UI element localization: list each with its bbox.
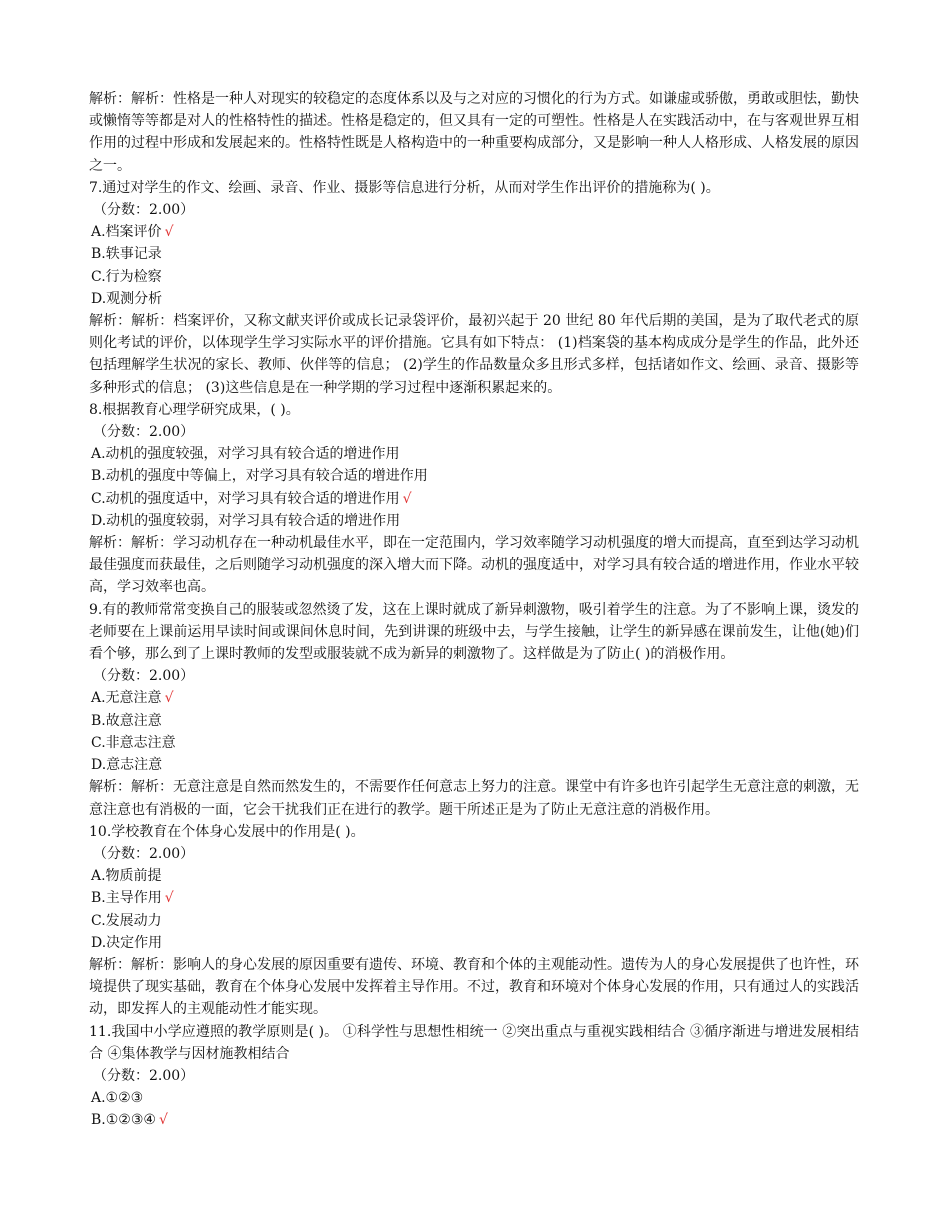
correct-check-icon: √ xyxy=(164,224,174,241)
answer-option xyxy=(89,732,859,754)
answer-option xyxy=(89,443,859,465)
option-label: C.非意志注意 xyxy=(91,734,176,751)
answer-option xyxy=(89,221,859,243)
answer-option xyxy=(89,243,859,265)
option-label: B.①②③④ xyxy=(91,1112,156,1129)
option-label: B.轶事记录 xyxy=(91,246,162,263)
option-label: A.①②③ xyxy=(91,1090,144,1107)
answer-option xyxy=(89,266,859,288)
correct-check-icon: √ xyxy=(164,690,174,707)
option-label: C.动机的强度适中，对学习具有较合适的增进作用 xyxy=(91,490,400,507)
answer-analysis: 解析：解析：学习动机存在一种动机最佳水平，即在一定范围内，学习效率随学习动机强度的增大而提高，直至到达学习动机最佳强度而获最佳，之后则随学习动机强度的深入增大而下降。动机的强度适中，对学习具有较合适的增进作用，作业水平较高，学习效率也高。 xyxy=(89,535,859,596)
question-stem: 10.学校教育在个体身心发展中的作用是( )。 xyxy=(89,823,365,840)
question-stem: 11.我国中小学应遵照的教学原则是( )。 ①科学性与思想性相统一 ②突出重点与重视实践相结合 ③循序渐进与增进发展相结合 ④集体教学与因材施教相结合 xyxy=(89,1023,859,1062)
option-label: D.观测分析 xyxy=(91,290,163,307)
answer-option xyxy=(89,288,859,310)
option-label: D.意志注意 xyxy=(91,757,163,774)
question-list xyxy=(89,177,859,1132)
answer-option xyxy=(89,488,859,510)
option-label: A.档案评价 xyxy=(91,224,162,241)
question-stem: 7.通过对学生的作文、绘画、录音、作业、摄影等信息进行分析，从而对学生作出评价的措施称为( )。 xyxy=(89,179,720,196)
answer-option xyxy=(89,910,859,932)
option-label: D.动机的强度较弱，对学习具有较合适的增进作用 xyxy=(91,512,401,529)
question-block xyxy=(89,599,859,821)
option-label: A.动机的强度较强，对学习具有较合适的增进作用 xyxy=(91,446,400,463)
question-score: （分数：2.00） xyxy=(93,668,195,685)
option-label: C.发展动力 xyxy=(91,912,162,929)
question-score: （分数：2.00） xyxy=(93,845,195,862)
question-stem: 9.有的教师常常变换自己的服装或忽然烫了发，这在上课时就成了新异刺激物，吸引着学生的注意。为了不影响上课，烫发的老师要在上课前运用早读时间或课间休息时间，先到讲课的班级中去，与学生接触，让学生的新异感在课前发生，让他(她)们看个够，那么到了上课时教师的发型或服装就不成为新异的刺激物了。这样做是为了防止( )的消极作用。 xyxy=(89,601,859,663)
intro-analysis: 解析：解析：性格是一种人对现实的较稳定的态度体系以及与之对应的习惯化的行为方式。如谦虚或骄傲，勇敢或胆怯，勤快或懒惰等等都是对人的性格特性的描述。性格是稳定的，但又具有一定的可塑性。性格是人在实践活动中，在与客观世界互相作用的过程中形成和发展起来的。性格特性既是人格构造中的一种重要构成部分，又是影响一种人人格形成、人格发展的原因之一。 xyxy=(89,91,859,174)
option-label: A.无意注意 xyxy=(91,690,162,707)
option-label: A.物质前提 xyxy=(91,868,162,885)
question-score: （分数：2.00） xyxy=(93,424,195,441)
answer-option xyxy=(89,710,859,732)
option-label: B.动机的强度中等偏上，对学习具有较合适的增进作用 xyxy=(91,468,428,485)
answer-option xyxy=(89,1087,859,1109)
answer-analysis: 解析：解析：影响人的身心发展的原因重要有遗传、环境、教育和个体的主观能动性。遗传为人的身心发展提供了也许性，环境提供了现实基础，教育在个体身心发展中发挥着主导作用。不过，教育和环境对个体身心发展的作用，只有通过人的实践活动，即发挥人的主观能动性才能实现。 xyxy=(89,956,859,1018)
question-block xyxy=(89,821,859,1021)
question-score: （分数：2.00） xyxy=(93,1067,195,1084)
question-block xyxy=(89,177,859,399)
question-score: （分数：2.00） xyxy=(93,202,195,219)
answer-analysis: 解析：解析：无意注意是自然而然发生的，不需要作任何意志上努力的注意。课堂中有许多也许引起学生无意注意的刺激，无意注意也有消极的一面，它会干扰我们正在进行的教学。题干所述正是为了防止无意注意的消极作用。 xyxy=(89,779,859,818)
correct-check-icon: √ xyxy=(402,490,412,507)
question-stem: 8.根据教育心理学研究成果，( )。 xyxy=(89,401,300,418)
answer-analysis: 解析：解析：档案评价，又称文献夹评价或成长记录袋评价，最初兴起于 20 世纪 80 年代后期的美国，是为了取代老式的原则化考试的评价，以体现学生学习实际水平的评价措施。它具有如下特点： (1)档案袋的基本构成成分是学生的作品，此外还包括理解学生状况的家长、教师、伙伴等的信息； (2)学生的作品数量众多且形式多样，包括诸如作文、绘画、录音、摄影等多种形式的信息； (3)这些信息是在一种学期的学习过程中逐渐积累起来的。 xyxy=(89,313,859,396)
answer-option xyxy=(89,932,859,954)
answer-option xyxy=(89,754,859,776)
answer-option xyxy=(89,1109,859,1131)
option-label: B.故意注意 xyxy=(91,712,162,729)
question-block xyxy=(89,1021,859,1132)
answer-option xyxy=(89,510,859,532)
answer-option xyxy=(89,465,859,487)
option-label: D.决定作用 xyxy=(91,934,163,951)
option-label: B.主导作用 xyxy=(91,890,162,907)
answer-option xyxy=(89,687,859,709)
answer-option xyxy=(89,887,859,909)
correct-check-icon: √ xyxy=(164,890,174,907)
document-page xyxy=(89,88,859,1132)
correct-check-icon: √ xyxy=(158,1112,168,1129)
answer-option xyxy=(89,865,859,887)
option-label: C.行为检察 xyxy=(91,268,162,285)
question-block xyxy=(89,399,859,599)
